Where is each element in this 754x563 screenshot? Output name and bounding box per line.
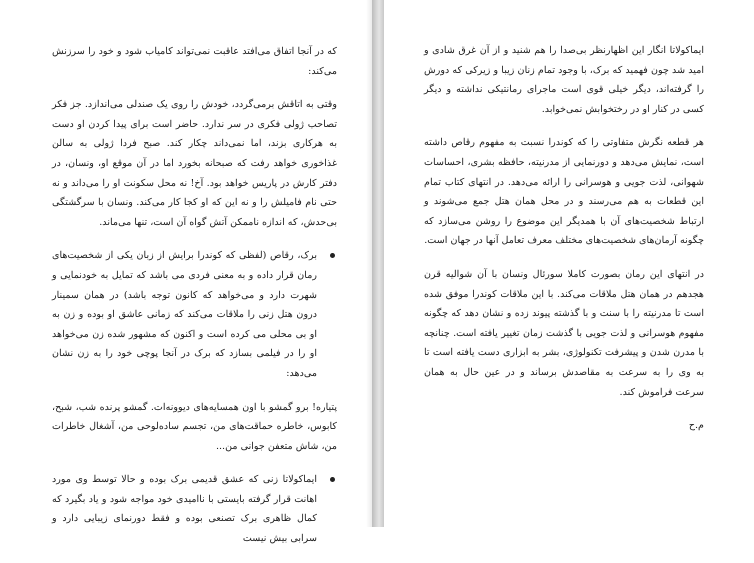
bullet-text: ایماکولاتا زنی که عشق قدیمی برک بوده و حالا توسط وی مورد اهانت قرار گرفته بایستی با ناامیدی خود مواجه شود و یاد بگیرد که کمال ظاهری برک تصنعی بوده و فقط دورنمای زیبایی دارد و سرابی بیش نیست: [52, 474, 317, 545]
left-bullet-list-2: [52, 470, 337, 548]
left-page: [0, 0, 372, 545]
list-item: [52, 246, 337, 383]
left-bullet-list: [52, 246, 337, 383]
right-page: [384, 0, 754, 527]
right-paragraph-2: هر قطعه نگرش متفاوتی را که کوندرا نسبت به مفهوم رقاص داشته است، نمایش می‌دهد و دورنمایی از مدرنیته، حافظه بشری، احساسات شهوانی، لذت جویی و هوسرانی را ارائه می‌دهد. در انتهای کتاب تمام این قطعات به هم می‌رسند و در محل همان هتل جمع می‌شوند و ارتباط شخصیت‌های آن با همدیگر این موضوع را روشن می‌سازد که چگونه آرمان‌های شخصیت‌های مختلف معرف تعامل آنها در جهان است.: [424, 137, 704, 247]
left-paragraph: وقتی به اتاقش برمی‌گردد، خودش را روی یک صندلی می‌اندازد. جز فکر تصاحب ژولی فکری در سر ندارد. حاضر است برای پیدا کردن او دست به هرکاری بزند، اما نمی‌داند چکار کند. صبح فردا ژولی به سالن غذاخوری خواهد رفت که صبحانه بخورد اما در آن موقع او، ونسان، در دفتر کارش در پاریس خواهد بود. آخ! نه محل سکونت او را می‌داند و نه حتی نام فامیلش را و نه این که او کجا کار می‌کند. ونسان با سرگشتگی بی‌حدش، که اندازه ناممکن آتش گواه آن است، تنها می‌ماند.: [52, 99, 337, 228]
page-gutter: [372, 0, 384, 527]
right-page-content: [424, 41, 704, 436]
list-item: [52, 470, 337, 548]
signature-initials: م.ح: [688, 420, 704, 432]
bullet-icon: [330, 253, 335, 258]
right-paragraph-3: در انتهای این رمان بصورت کاملا سورئال ونسان با آن شوالیه قرن هجدهم در همان هتل ملاقات می‌کند. با این ملاقات کوندرا موفق شده است تا مدرنیته را با سنت و با گذشته پیوند زده و نشان دهد که چگونه مفهوم هوسرانی و لذت جویی با گذشت زمان تغییر یافته است. چنانچه با مدرن شدن و پیشرفت تکنولوژی، بشر به ابزاری دست یافته است تا به وی را به سرعت به مقاصدش برساند و در عین حال به همان سرعت فراموش کند.: [424, 268, 704, 398]
left-intro-text: که در آنجا اتفاق می‌افتد عاقبت نمی‌تواند کامیاب شود و خود را سرزنش می‌کند:: [52, 46, 337, 77]
right-paragraph-1: ایماکولاتا انگار این اظهارنظر بی‌صدا را هم شنید و از آن غرق شادی و امید شد چون فهمید که برک، با وجود تمام زنان زیبا و زیرکی که دورش را گرفته‌اند، دیگر خیلی قوی است ماجرای رمانتیکی نداشته و دیگر کسی در کنار او در رختخوابش نمی‌خوابد.: [424, 45, 704, 115]
left-page-content: [52, 42, 337, 563]
bullet-text: برک، رقاص (لفظی که کوندرا برایش از زبان یکی از شخصیت‌های رمان قرار داده و به معنی فردی می باشد که تمایل به خودنمایی و شهرت دارد و می‌خواهد که کانون توجه باشد) در همان سمینار درون هتل زنی را ملاقات می‌کند که زمانی عاشق او بوده و زن به او بی محلی می کرده است و اکنون که مشهور شده زن می‌خواهد او را در فیلمی بسازد که برک در آنجا پوچی خود را به زن نشان می‌دهد:: [52, 250, 317, 379]
gutter-shadow-left: [366, 0, 372, 527]
bullet-icon: [330, 477, 335, 482]
left-quote-paragraph: پتیاره! برو گمشو با اون همسایه‌های دیوونه‌ات. گمشو پرنده شب، شبح، کابوس، خاطره حماقت‌های من، تجسم ساده‌لوحی من، آشغال خاطرات من، شاش متعفن جوانی من...: [52, 401, 337, 452]
